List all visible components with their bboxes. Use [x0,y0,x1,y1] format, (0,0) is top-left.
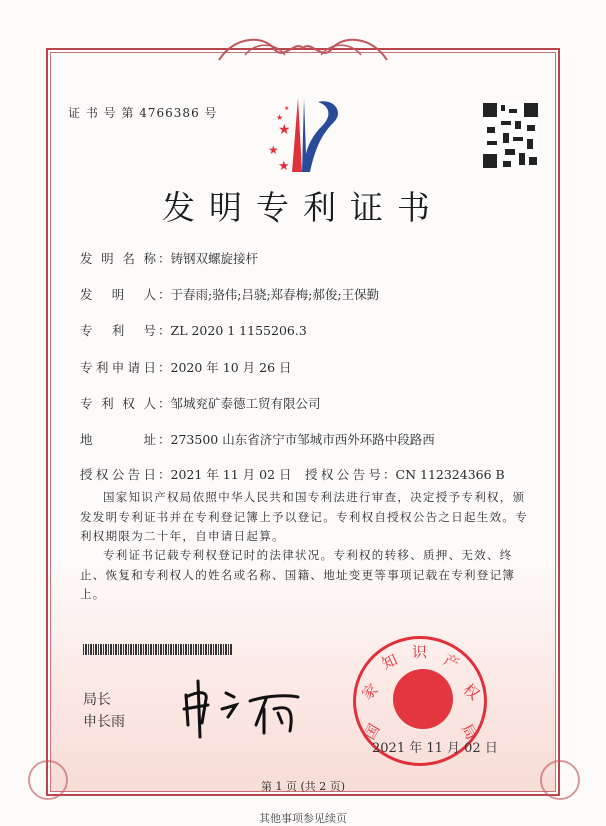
signer-title: 局长 [83,692,111,708]
svg-text:★: ★ [278,159,290,174]
field-grant-pub-number: 授权公告号 ：CN 112324366 B [305,467,505,482]
field-patentee: 专利权人 ：邹城兖矿泰德工贸有限公司 [80,396,321,411]
national-emblem-icon [393,669,453,729]
top-ornament [215,30,391,66]
field-invention-name: 发明名称 ：铸钢双螺旋接杆 [80,251,259,266]
footer-note: 其他事项参见续页 [259,812,347,825]
qr-code [483,103,538,168]
barcode [83,644,233,655]
signer-name: 申长雨 [83,714,125,730]
svg-text:★: ★ [268,143,279,157]
svg-text:★: ★ [276,113,284,122]
svg-text:★: ★ [278,122,291,138]
svg-text:★: ★ [284,105,290,112]
seal-date: 2021 年 11 月 02 日 [372,741,498,756]
field-application-date: 专利申请日 ：2020 年 10 月 26 日 [80,360,292,375]
field-patent-number: 专利号 ：ZL 2020 1 1155206.3 [80,323,307,338]
statement-paragraph-2: 专利证书记载专利权登记时的法律状况。专利权的转移、质押、无效、终止、恢复和专利权人的姓名或名称、国籍、地址变更等事项记载在专利登记簿上。 [80,548,516,601]
cnipa-logo [258,94,354,176]
field-grant-date: 授权公告日 ：2021 年 11 月 02 日 [80,467,292,482]
certificate-number: 证 书 号 第 4766386 号 [68,106,218,120]
certificate-title: 发明专利证书 [162,188,444,227]
field-address: 地址 ：273500 山东省济宁市邹城市西外环路中段路西 [80,432,435,447]
page-indicator: 第 1 页 (共 2 页) [260,780,346,793]
field-inventors: 发明人 ：于春雨;骆伟;吕骁;郑春梅;郝俊;王保勤 [80,287,380,302]
handwritten-signature [178,675,308,740]
official-seal: 国 家 知 识 产 权 局 [353,636,487,766]
statement-paragraph-1: 国家知识产权局依照中华人民共和国专利法进行审查，决定授予专利权，颁发发明专利证书并在专利登记簿上予以登记。专利权自授权公告之日起生效。专利权期限为二十年，自申请日起算。 [80,490,528,543]
